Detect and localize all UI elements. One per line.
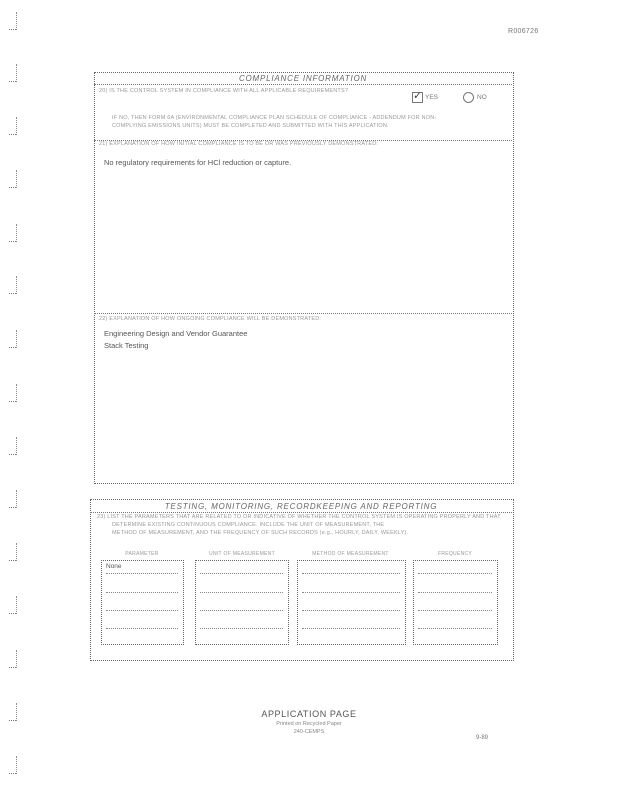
q20-note: IF NO, THEN FORM 6A (ENVIRONMENTAL COMPLIANCE PLAN SCHEDULE OF COMPLIANCE - ADDENDUM FOR NON- [112,115,437,121]
no-label: NO [477,94,487,101]
table-row [106,610,178,611]
table-row [106,592,178,593]
q22-label: 22) EXPLANATION OF HOW ONGOING COMPLIANCE WILL BE DEMONSTRATED: [99,316,322,322]
table-row [302,628,400,629]
q23-text: DETERMINE EXISTING CONTINUOUS COMPLIANCE. INCLUDE THE UNIT OF MEASUREMENT, THE [112,522,385,528]
column-header-unit: UNIT OF MEASUREMENT [209,551,275,557]
q23-text: METHOD OF MEASUREMENT, AND THE FREQUENCY OF SUCH RECORDS (e.g., HOURLY, DAILY, WEEKLY). [112,530,409,536]
table-row [200,610,283,611]
column-header-frequency: FREQUENCY [437,551,473,557]
table-row [302,573,400,574]
punch-mark [7,224,17,242]
no-radio[interactable] [463,92,474,103]
punch-mark [7,64,17,82]
table-row [418,628,492,629]
punch-mark [7,756,17,774]
punch-mark [7,650,17,668]
q22-answer-line: Stack Testing [104,341,149,350]
table-row [200,573,283,574]
footer-title: APPLICATION PAGE [261,709,357,719]
divider [94,313,512,314]
q20-label: 20) IS THE CONTROL SYSTEM IN COMPLIANCE WITH ALL APPLICABLE REQUIREMENTS? [99,88,349,94]
table-row [302,610,400,611]
table-row [418,592,492,593]
punch-mark [7,437,17,455]
yes-label: YES [425,94,439,101]
punch-mark [7,490,17,508]
yes-checkbox[interactable] [412,92,423,103]
table-row [106,628,178,629]
punch-mark [7,117,17,135]
table-row [302,592,400,593]
punch-mark [7,384,17,402]
punch-mark [7,543,17,561]
q23-text: 23) LIST THE PARAMETERS THAT ARE RELATED TO OR INDICATIVE OF WHETHER THE CONTROL SYSTEM IS OPERATING PROPERLY AND THAT [97,514,501,520]
q21-answer: No regulatory requirements for HCl reduction or capture. [104,158,292,167]
table-row [418,610,492,611]
table-row [200,592,283,593]
table-row [106,573,178,574]
q21-label: 21) EXPLANATION OF HOW INITIAL COMPLIANCE IS TO BE OR WAS PREVIOUSLY DEMONSTRATED: [99,141,379,147]
q22-answer-line: Engineering Design and Vendor Guarantee [104,329,248,338]
column-header-parameter: PARAMETER [125,551,159,557]
punch-mark [7,170,17,188]
column-header-method: METHOD OF MEASUREMENT [312,551,389,557]
punch-mark [7,330,17,348]
footer-line: Printed on Recycled Paper [276,721,342,727]
table-row [200,628,283,629]
table-row [418,573,492,574]
parameter-value: None [106,563,122,570]
footer-line: 240-CEMPS [293,729,325,735]
page-number: 9-89 [476,735,489,741]
document-number: R006726 [508,28,539,35]
compliance-section-title: COMPLIANCE INFORMATION [238,74,368,83]
divider [94,84,512,85]
punch-mark [7,276,17,294]
testing-section-title: TESTING, MONITORING, RECORDKEEPING AND REPORTING [164,502,438,511]
divider [90,512,512,513]
compliance-section [94,72,514,484]
q20-note: COMPLYING EMISSIONS UNITS) MUST BE COMPLETED AND SUBMITTED WITH THIS APPLICATION. [112,123,389,129]
punch-mark [7,596,17,614]
punch-mark [7,12,17,30]
